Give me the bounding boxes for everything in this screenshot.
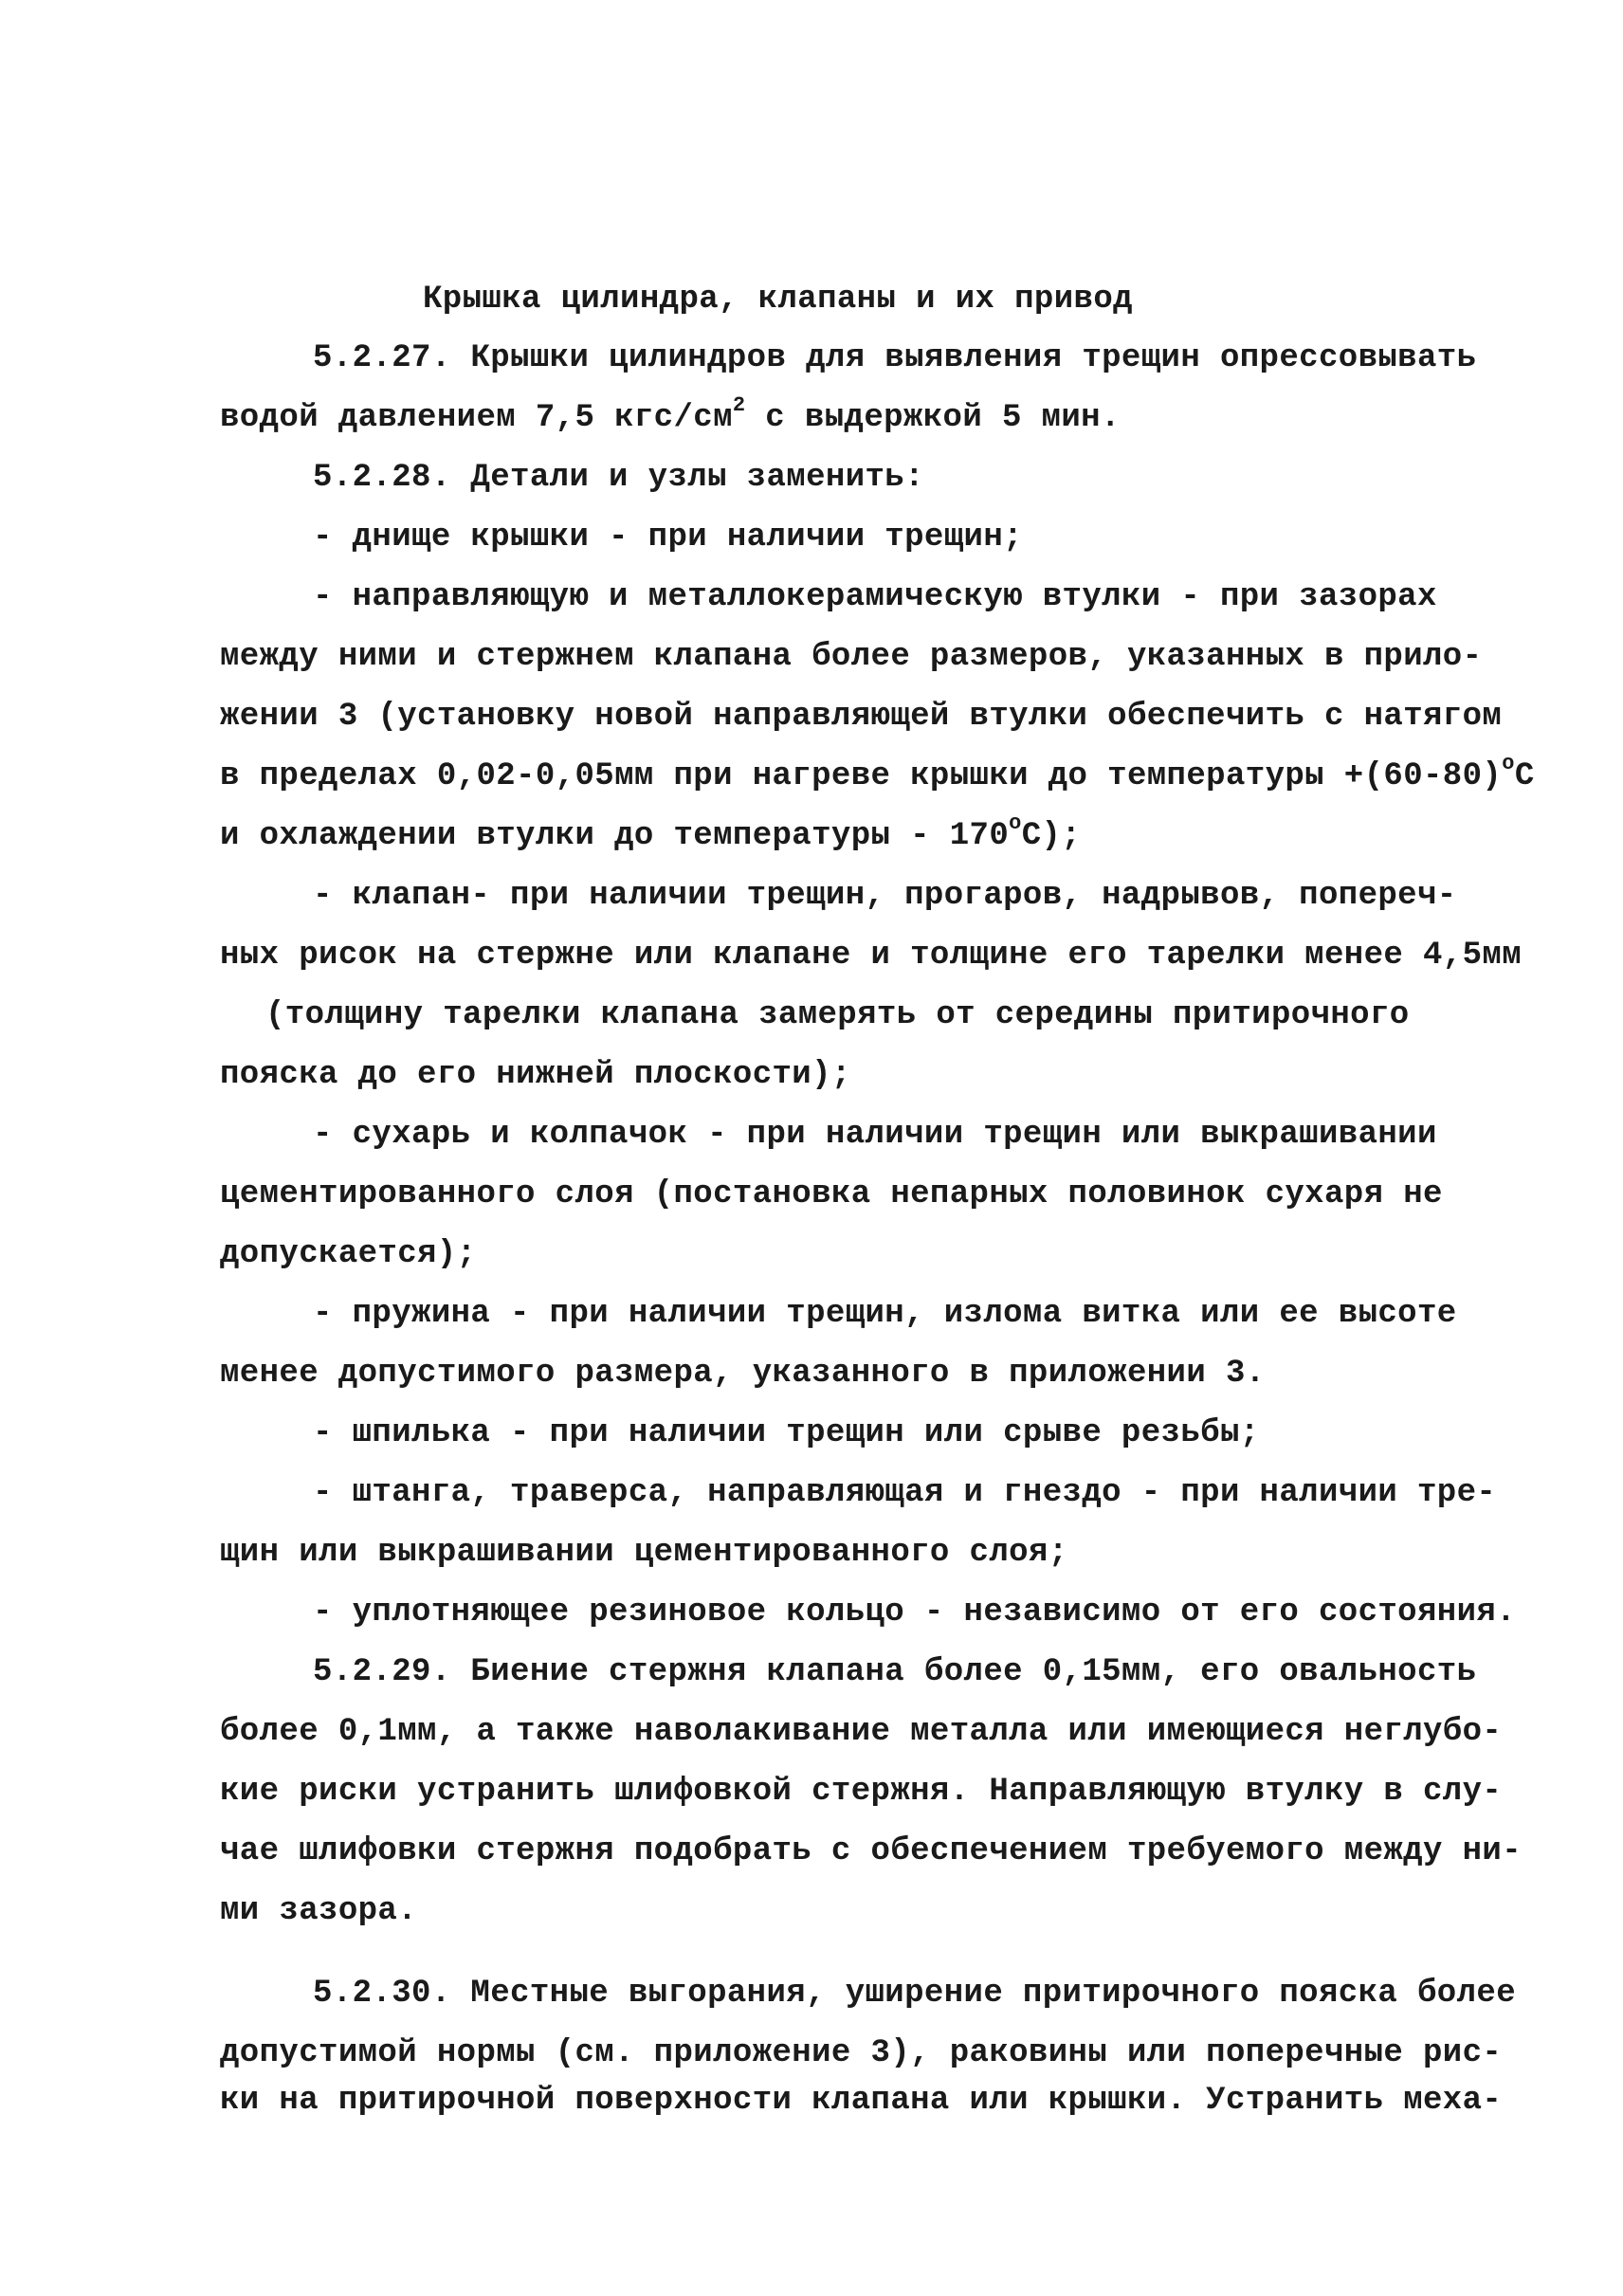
item-guide-sleeve-line-3: жении 3 (установку новой направляющей втулки обеспечить с натягом — [220, 699, 1503, 735]
paragraph-5-2-27-line-2: водой давлением 7,5 кгс/$см^2$ с выдержкой 5 мин. — [220, 393, 1121, 436]
item-valve-line-3: (толщину тарелки клапана замерять от середины притирочного — [265, 997, 1410, 1033]
item-rod-line-1: - штанга, траверса, направляющая и гнездо - при наличии тре- — [313, 1475, 1497, 1511]
item-valve-line-4: пояска до его нижней плоскости); — [220, 1057, 851, 1093]
superscript-2: 2 — [732, 393, 746, 417]
section-heading: Крышка цилиндра, клапаны и их привод — [423, 282, 1133, 318]
paragraph-5-2-28-title: 5.2.28. Детали и узлы заменить: — [313, 460, 924, 496]
item-valve-line-1: - клапан- при наличии трещин, прогаров, надрывов, попереч- — [313, 878, 1457, 914]
paragraph-5-2-30-line-1: 5.2.30. Местные выгорания, уширение притирочного пояска более — [313, 1976, 1517, 2012]
item-spring-line-2: менее допустимого размера, указанного в приложении 3. — [220, 1356, 1266, 1392]
item-cracker-line-1: - сухарь и колпачок - при наличии трещин или выкрашивании — [313, 1117, 1437, 1153]
item-cracker-line-3: допускается); — [220, 1236, 477, 1272]
item-cracker-line-2: цементированного слоя (постановка непарных половинок сухаря не — [220, 1176, 1443, 1212]
paragraph-5-2-29-line-4: чае шлифовки стержня подобрать с обеспечением требуемого между ни- — [220, 1833, 1523, 1869]
paragraph-5-2-29-line-1: 5.2.29. Биение стержня клапана более 0,15мм, его овальность — [313, 1654, 1477, 1690]
item-spring-line-1: - пружина - при наличии трещин, излома витка или ее высоте — [313, 1296, 1457, 1332]
paragraph-5-2-30-line-2: допустимой нормы (см. приложение 3), раковины или поперечные рис- — [220, 2035, 1503, 2071]
item-guide-sleeve-line-5: и охлаждении втулки до температуры - 170$^o$C); — [220, 811, 1082, 854]
paragraph-5-2-29-line-5: ми зазора. — [220, 1893, 418, 1929]
paragraph-5-2-29-line-2: более 0,1мм, а также наволакивание металла или имеющиеся неглубо- — [220, 1714, 1503, 1750]
item-seal-ring: - уплотняющее резиновое кольцо - независимо от его состояния. — [313, 1594, 1517, 1631]
item-bottom-cover: - днище крышки - при наличии трещин; — [313, 519, 1023, 556]
paragraph-5-2-29-line-3: кие риски устранить шлифовкой стержня. Направляющую втулку в слу- — [220, 1774, 1503, 1810]
item-stud: - шпилька - при наличии трещин или срыве резьбы; — [313, 1415, 1260, 1451]
item-guide-sleeve-line-1: - направляющую и металлокерамическую втулки - при зазорах — [313, 579, 1437, 615]
paragraph-5-2-30-line-3: ки на притирочной поверхности клапана или крышки. Устранить меха- — [220, 2083, 1503, 2119]
superscript-degree: o — [1502, 752, 1515, 775]
superscript-degree: o — [1009, 811, 1022, 835]
item-valve-line-2: ных рисок на стержне или клапане и толщине его тарелки менее 4,5мм — [220, 938, 1523, 974]
paragraph-5-2-27-line-1: 5.2.27. Крышки цилиндров для выявления трещин опрессовывать — [313, 340, 1477, 376]
item-rod-line-2: щин или выкрашивании цементированного слоя; — [220, 1535, 1068, 1571]
item-guide-sleeve-line-2: между ними и стержнем клапана более размеров, указанных в прило- — [220, 639, 1483, 675]
item-guide-sleeve-line-4: в пределах 0,02-0,05мм при нагреве крышки до температуры $+(60-80)^oC$ — [220, 752, 1535, 794]
